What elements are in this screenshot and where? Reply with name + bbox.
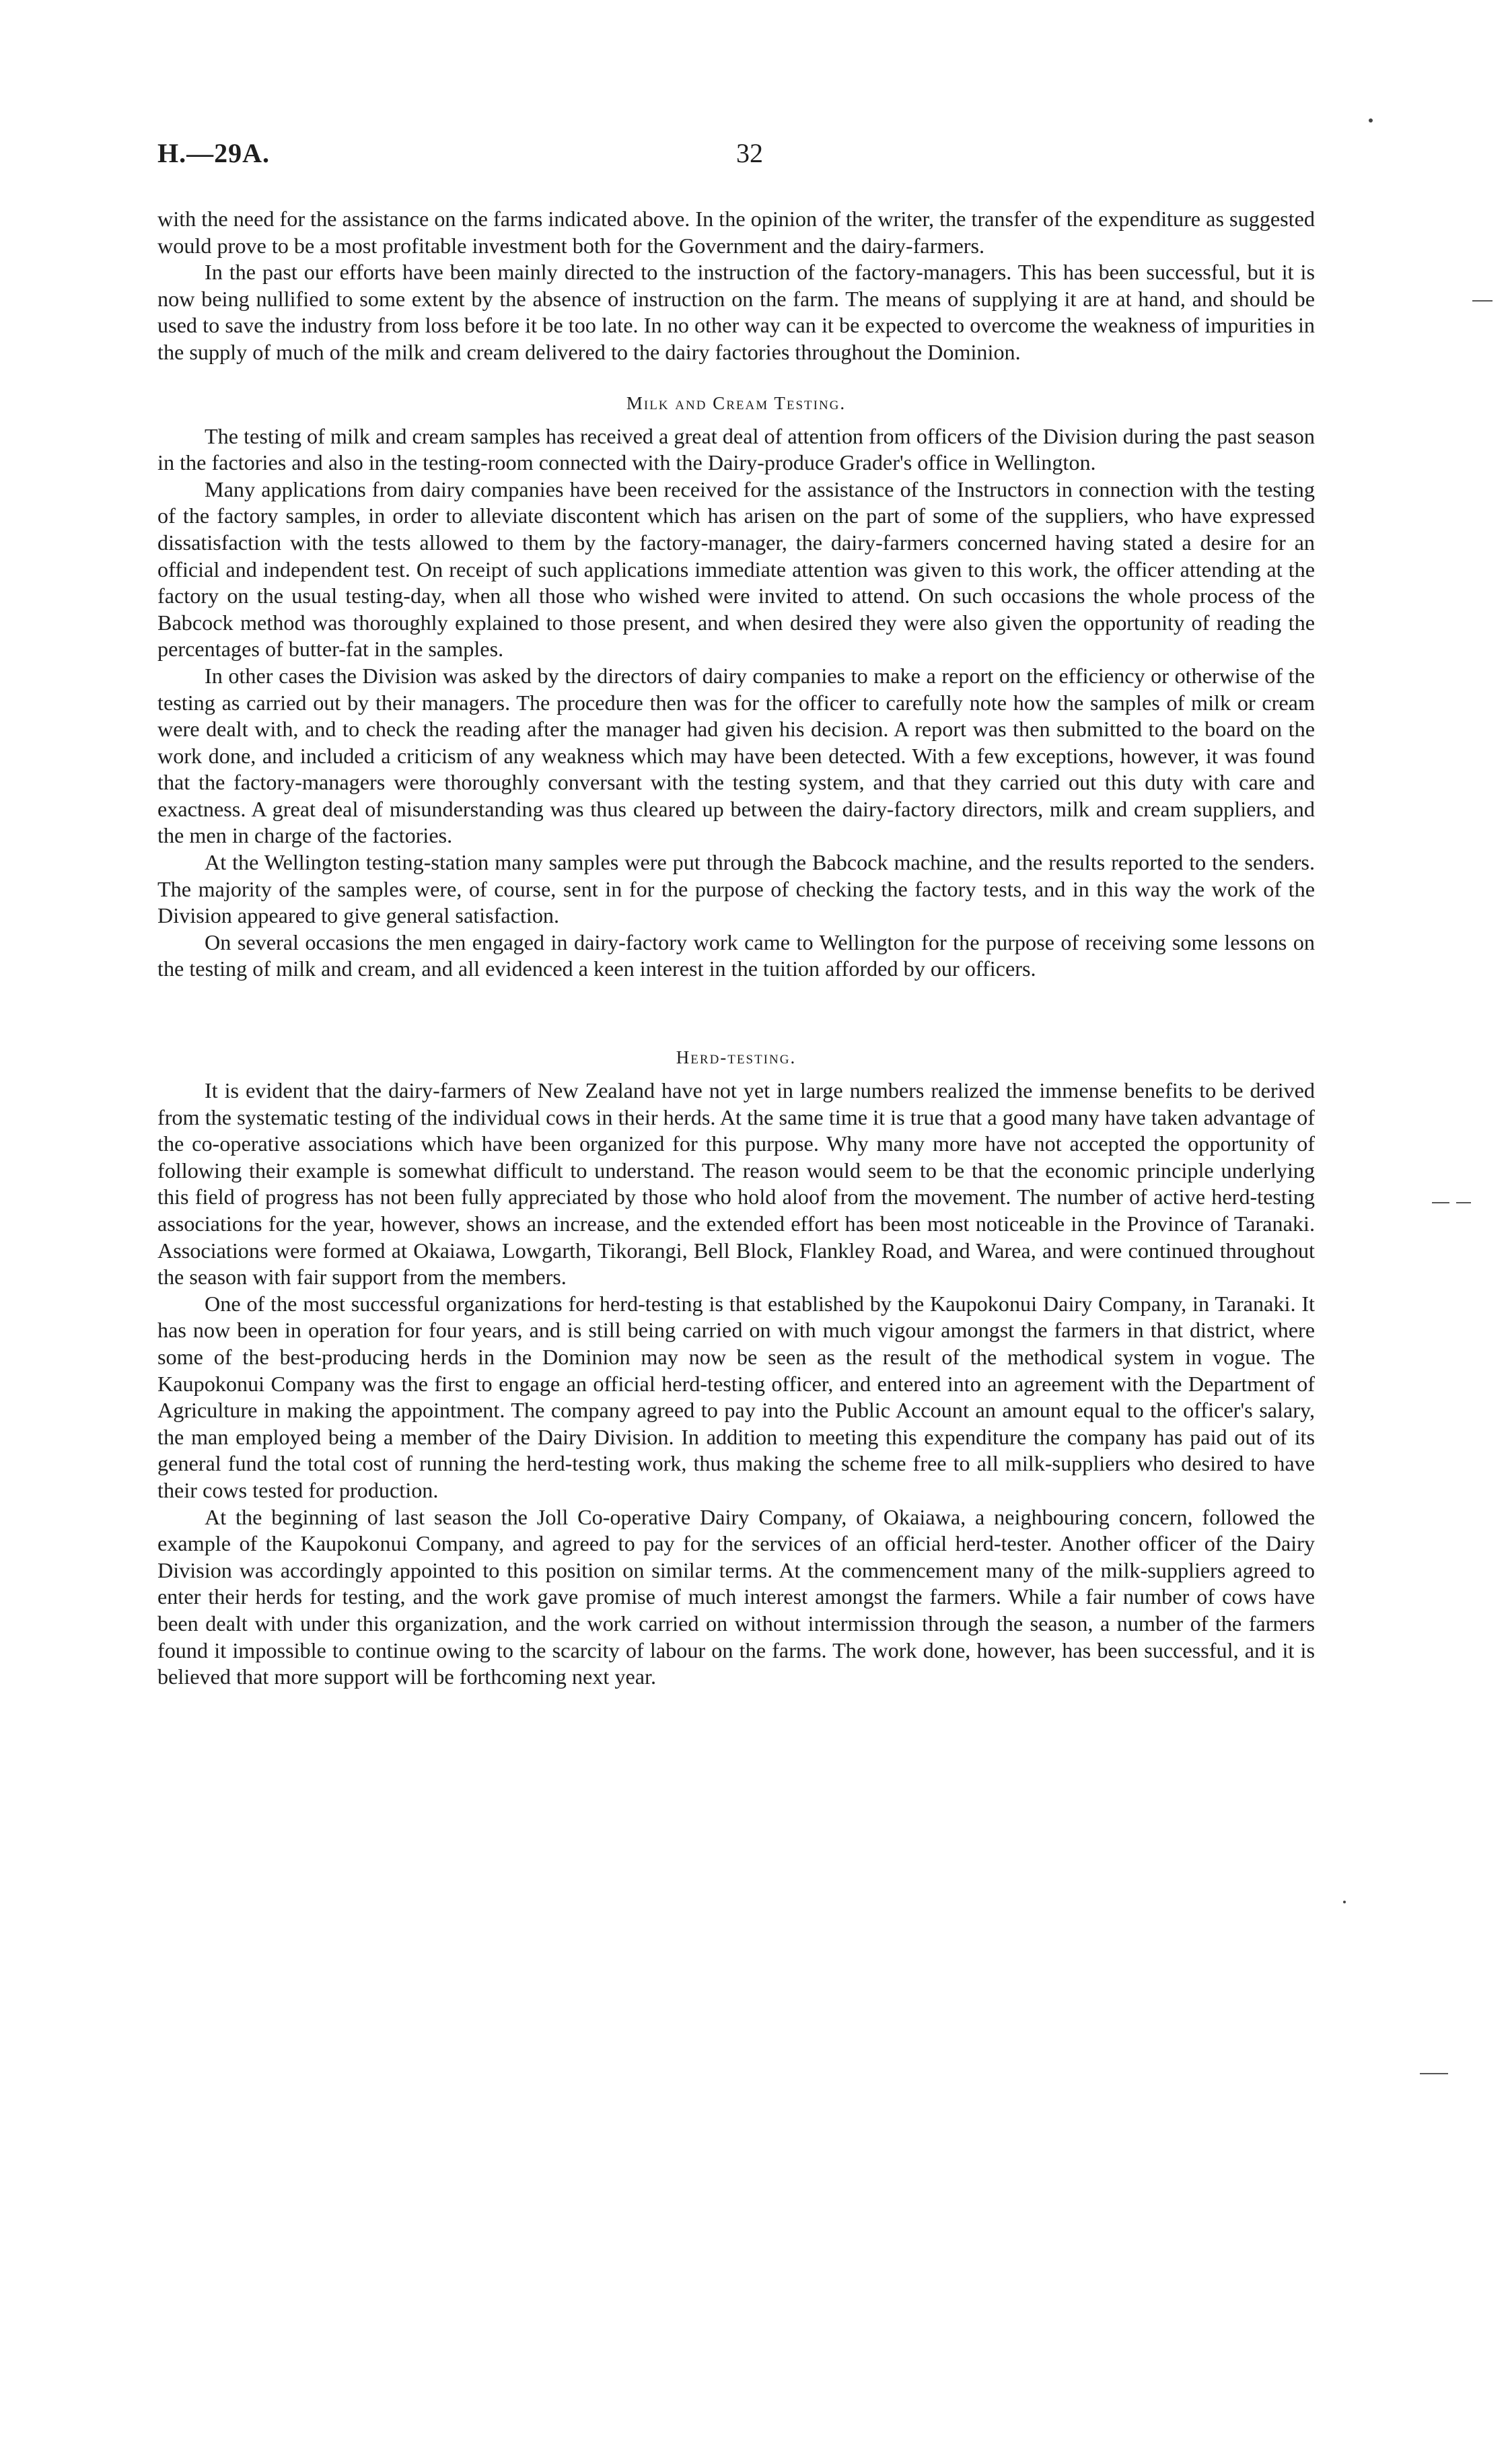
paragraph: In the past our efforts have been mainly directed to the instruction of the factory-managers. This has been successful, but it is now being nullified to some extent by the absence of instruction on the farm. The means of supplying it are at hand, and should be used to save the industry from loss before it be too late. In no other way can it be expected to overcome the weakness of impurities in the supply of much of the milk and cream delivered to the dairy factories throughout the Dominion. (157, 260, 1315, 364)
scan-speck (1369, 118, 1373, 122)
paragraph: At the beginning of last season the Joll Co-operative Dairy Company, of Okaiawa, a neighbouring concern, followed the example of the Kaupokonui Company, and agreed to pay for the services of an official herd-tester. Another officer of the Dairy Division was accordingly appointed to this position on similar terms. At the commencement many of the milk-suppliers agreed to enter their herds for testing, and the work gave promise of much interest amongst the farmers. While a fair number of cows have been dealt with under this organization, and the work carried on without intermission through the season, a number of the farmers found it impossible to continue owing to the scarcity of labour on the farms. The work done, however, has been successful, and it is believed that more support will be forthcoming next year. (157, 1504, 1315, 1689)
document-body (157, 206, 1315, 1691)
margin-mark (1420, 2073, 1448, 2074)
paragraph: At the Wellington testing-station many samples were put through the Babcock machine, and the results reported to the senders. The majority of the samples were, of course, sent in for the purpose of checking the factory tests, and in this way the work of the Division appeared to give general satisfaction. (157, 850, 1315, 928)
paragraph-continuation: with the need for the assistance on the farms indicated above. In the opinion of the writer, the transfer of the expenditure as suggested would prove to be a most profitable investment both for the Government and the dairy-farmers. (157, 207, 1315, 258)
section-heading-herd-testing: Herd-testing. (676, 1047, 797, 1068)
paragraph: One of the most successful organizations for herd-testing is that established by the Kaupokonui Dairy Company, in Taranaki. It has now been in operation for four years, and is still being carried on with much vigour amongst the farmers in that district, where some of the best-producing herds in the Dominion may now be seen as the result of the methodical system in vogue. The Kaupokonui Company was the first to engage an official herd-testing officer, and entered into an agreement with the Department of Agriculture in making the appointment. The company agreed to pay into the Public Account an amount equal to the officer's salary, the man employed being a member of the Dairy Division. In addition to meeting this expenditure the company has paid out of its general fund the total cost of running the herd-testing work, thus making the scheme free to all milk-suppliers who desired to have their cows tested for production. (157, 1291, 1315, 1502)
page-header (157, 137, 1315, 178)
paragraph: In other cases the Division was asked by the directors of dairy companies to make a report on the efficiency or otherwise of the testing as carried out by their managers. The procedure then was for the officer to carefully note how the samples of milk or cream were dealt with, and to check the reading after the manager had given his decision. A report was then submitted to the board on the work done, and included a criticism of any weakness which may have been detected. With a few exceptions, however, it was found that the factory-managers were thoroughly conversant with the testing system, and that they carried out this duty with care and exactness. A great deal of misunderstanding was thus cleared up between the dairy-factory directors, milk and cream suppliers, and the men in charge of the factories. (157, 663, 1315, 848)
section-heading-milk-cream-testing: Milk and Cream Testing. (626, 392, 847, 413)
paragraph: The testing of milk and cream samples has received a great deal of attention from officers of the Division during the past season in the factories and also in the testing-room connected with the Dairy-produce Grader's office in Wellington. (157, 423, 1315, 475)
scan-speck (1343, 1901, 1346, 1903)
paragraph: On several occasions the men engaged in dairy-factory work came to Wellington for the purpose of receiving some lessons on the testing of milk and cream, and all evidenced a keen interest in the tuition afforded by our officers. (157, 929, 1315, 981)
margin-mark (1456, 1202, 1471, 1203)
margin-mark (1472, 300, 1493, 302)
document-reference: H.—29A. (157, 138, 270, 168)
page-number: 32 (736, 138, 763, 168)
paragraph: Many applications from dairy companies have been received for the assistance of the Instructors in connection with the testing of the factory samples, in order to alleviate discontent which has arisen on the part of some of the suppliers, who have expressed dissatisfaction with the tests allowed to them by the factory-manager, the dairy-farmers concerned having stated a desire for an official and independent test. On receipt of such applications immediate attention was given to this work, the officer attending at the factory on the usual testing-day, when all those who wished were invited to attend. On such occasions the whole process of the Babcock method was thoroughly explained to those present, and when desired they were also given the opportunity of reading the percentages of butter-fat in the samples. (157, 477, 1315, 662)
margin-mark (1432, 1202, 1449, 1203)
paragraph: It is evident that the dairy-farmers of New Zealand have not yet in large numbers realized the immense benefits to be derived from the systematic testing of the individual cows in their herds. At the same time it is true that a good many have taken advantage of the co-operative associations which have been organized for this purpose. Why many more have not accepted the opportunity of following their example is somewhat difficult to understand. The reason would seem to be that the economic principle underlying this field of progress has not been fully appreciated by those who hold aloof from the movement. The number of active herd-testing associations for the year, however, shows an increase, and the extended effort has been most noticeable in the Province of Taranaki. Associations were formed at Okaiawa, Lowgarth, Tikorangi, Bell Block, Flankley Road, and Warea, and were continued throughout the season with fair support from the members. (157, 1078, 1315, 1290)
